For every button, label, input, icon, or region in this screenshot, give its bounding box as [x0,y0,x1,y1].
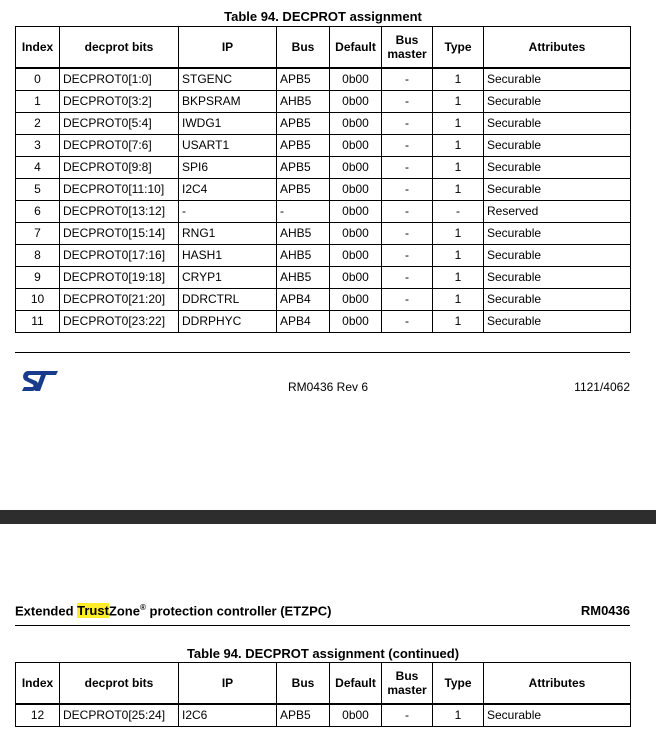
cell-attributes: Securable [484,113,631,135]
cell-type: 1 [433,245,484,267]
cell-bus-master: - [382,267,433,289]
col-header-attributes: Attributes [484,663,631,705]
cell-index: 11 [16,311,60,333]
table-row [16,289,631,311]
cell-default: 0b00 [330,704,382,727]
cell-bus-master: - [382,91,433,113]
cell-decprot-bits: DECPROT0[25:24] [60,704,179,727]
cell-default: 0b00 [330,201,382,223]
cell-bus-master: - [382,135,433,157]
cell-index: 9 [16,267,60,289]
cell-ip: SPI6 [179,157,277,179]
cell-default: 0b00 [330,267,382,289]
cell-type: 1 [433,91,484,113]
col-header-index: Index [16,663,60,705]
cell-bus: APB5 [277,135,330,157]
cell-decprot-bits: DECPROT0[1:0] [60,68,179,91]
cell-bus: AHB5 [277,267,330,289]
cell-bus: AHB5 [277,223,330,245]
cell-bus-master: - [382,245,433,267]
cell-bus-master: - [382,68,433,91]
cell-ip: BKPSRAM [179,91,277,113]
cell-bus: APB5 [277,157,330,179]
cell-bus: AHB5 [277,245,330,267]
cell-default: 0b00 [330,223,382,245]
col-header-type: Type [433,663,484,705]
cell-decprot-bits: DECPROT0[5:4] [60,113,179,135]
table-row [16,179,631,201]
cell-type: 1 [433,704,484,727]
decprot-table-continued [15,662,631,727]
cell-decprot-bits: DECPROT0[11:10] [60,179,179,201]
cell-bus-master: - [382,113,433,135]
cell-default: 0b00 [330,91,382,113]
table-row [16,223,631,245]
cell-default: 0b00 [330,245,382,267]
decprot-table [15,26,631,333]
cell-decprot-bits: DECPROT0[9:8] [60,157,179,179]
table-row [16,704,631,727]
table-title-continued: Table 94. DECPROT assignment (continued) [186,646,460,661]
table-row [16,135,631,157]
cell-decprot-bits: DECPROT0[7:6] [60,135,179,157]
cell-attributes: Securable [484,267,631,289]
table-row [16,245,631,267]
cell-ip: I2C4 [179,179,277,201]
cell-bus: APB5 [277,113,330,135]
cell-attributes: Securable [484,179,631,201]
col-header-bus-master: Bus master [382,27,433,69]
cell-ip: DDRPHYC [179,311,277,333]
cell-bus-master: - [382,201,433,223]
section-header [15,603,332,618]
cell-ip: DDRCTRL [179,289,277,311]
cell-ip: - [179,201,277,223]
header-registered-mark: ® [139,603,146,612]
cell-decprot-bits: DECPROT0[19:18] [60,267,179,289]
header-highlight-trust: Trust [77,603,109,619]
header-rule [15,625,630,626]
cell-index: 7 [16,223,60,245]
cell-decprot-bits: DECPROT0[23:22] [60,311,179,333]
page-separator [0,510,656,524]
cell-index: 8 [16,245,60,267]
col-header-attributes: Attributes [484,27,631,69]
cell-ip: HASH1 [179,245,277,267]
cell-attributes: Reserved [484,201,631,223]
cell-bus-master: - [382,157,433,179]
header-title-zone: Zone [108,603,140,619]
cell-attributes: Securable [484,223,631,245]
cell-default: 0b00 [330,68,382,91]
cell-type: 1 [433,311,484,333]
cell-attributes: Securable [484,135,631,157]
cell-ip: IWDG1 [179,113,277,135]
footer-rule [15,352,630,353]
cell-attributes: Securable [484,68,631,91]
cell-bus-master: - [382,311,433,333]
table-row [16,201,631,223]
cell-index: 2 [16,113,60,135]
cell-ip: STGENC [179,68,277,91]
cell-default: 0b00 [330,289,382,311]
table-row [16,267,631,289]
cell-ip: CRYP1 [179,267,277,289]
cell-attributes: Securable [484,91,631,113]
cell-decprot-bits: DECPROT0[15:14] [60,223,179,245]
cell-attributes: Securable [484,157,631,179]
cell-bus: APB4 [277,289,330,311]
cell-attributes: Securable [484,289,631,311]
col-header-type: Type [433,27,484,69]
cell-index: 3 [16,135,60,157]
cell-type: 1 [433,68,484,91]
cell-type: 1 [433,289,484,311]
cell-index: 10 [16,289,60,311]
col-header-bus-master: Bus master [382,663,433,705]
table-row [16,68,631,91]
col-header-decprot-bits: decprot bits [60,663,179,705]
cell-type: 1 [433,179,484,201]
col-header-default: Default [330,663,382,705]
cell-type: - [433,201,484,223]
footer-doc-id: RM0436 Rev 6 [287,380,369,394]
cell-bus-master: - [382,704,433,727]
cell-type: 1 [433,157,484,179]
cell-index: 0 [16,68,60,91]
cell-index: 4 [16,157,60,179]
cell-decprot-bits: DECPROT0[17:16] [60,245,179,267]
cell-default: 0b00 [330,157,382,179]
table-row [16,311,631,333]
cell-decprot-bits: DECPROT0[13:12] [60,201,179,223]
col-header-bus: Bus [277,27,330,69]
cell-default: 0b00 [330,113,382,135]
cell-default: 0b00 [330,311,382,333]
cell-bus: APB5 [277,179,330,201]
cell-ip: RNG1 [179,223,277,245]
cell-bus: APB4 [277,311,330,333]
cell-type: 1 [433,135,484,157]
cell-decprot-bits: DECPROT0[21:20] [60,289,179,311]
table-header-row [16,663,631,705]
header-title-prefix: Extended [15,603,78,619]
cell-type: 1 [433,113,484,135]
cell-index: 6 [16,201,60,223]
table-header-row [16,27,631,69]
cell-bus-master: - [382,289,433,311]
cell-attributes: Securable [484,311,631,333]
cell-default: 0b00 [330,135,382,157]
cell-default: 0b00 [330,179,382,201]
cell-index: 5 [16,179,60,201]
col-header-default: Default [330,27,382,69]
table-row [16,113,631,135]
table-title: Table 94. DECPROT assignment [224,9,422,24]
header-title-suffix: protection controller (ETZPC) [145,603,332,619]
cell-ip: USART1 [179,135,277,157]
cell-bus-master: - [382,179,433,201]
cell-type: 1 [433,267,484,289]
col-header-ip: IP [179,27,277,69]
cell-attributes: Securable [484,704,631,727]
cell-index: 1 [16,91,60,113]
col-header-decprot-bits: decprot bits [60,27,179,69]
header-doc-code: RM0436 [580,603,630,618]
col-header-index: Index [16,27,60,69]
cell-attributes: Securable [484,245,631,267]
col-header-bus: Bus [277,663,330,705]
table-row [16,91,631,113]
cell-bus: APB5 [277,704,330,727]
cell-bus-master: - [382,223,433,245]
cell-decprot-bits: DECPROT0[3:2] [60,91,179,113]
footer-page-number: 1121/4062 [574,380,630,394]
table-row [16,157,631,179]
cell-ip: I2C6 [179,704,277,727]
cell-type: 1 [433,223,484,245]
cell-index: 12 [16,704,60,727]
cell-bus: - [277,201,330,223]
cell-bus: AHB5 [277,91,330,113]
cell-bus: APB5 [277,68,330,91]
col-header-ip: IP [179,663,277,705]
